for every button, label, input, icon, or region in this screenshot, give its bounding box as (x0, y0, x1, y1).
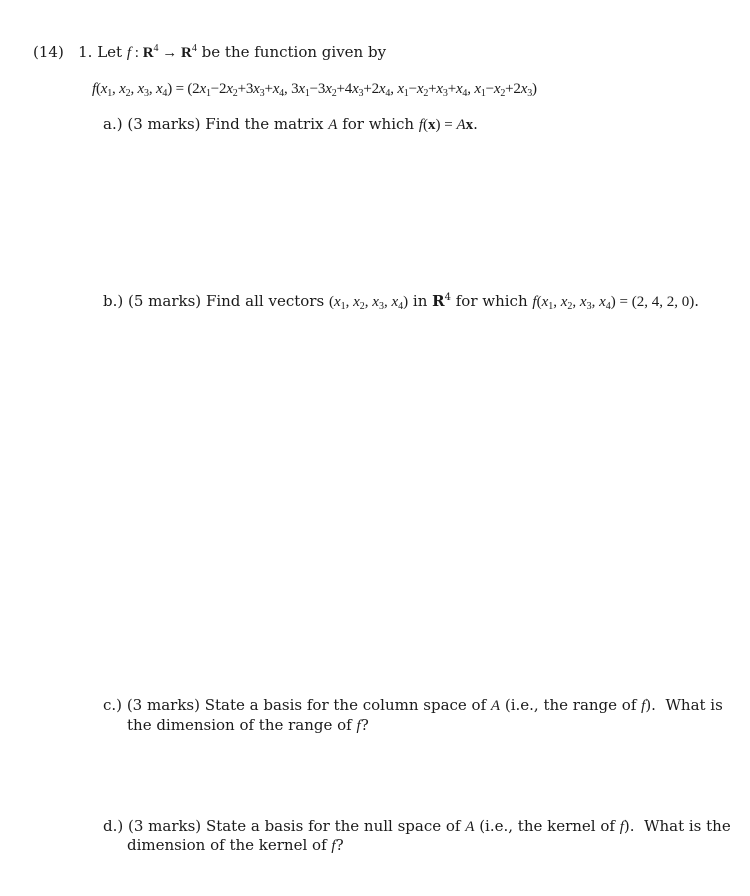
question-points: (14) (33, 43, 64, 61)
part-b (103, 291, 699, 312)
part-c-label: c.) (103, 696, 123, 714)
part-a (103, 114, 478, 135)
part-c-text-line1: State a basis for the column space of A (i.e., the range of f). What is (204, 696, 723, 714)
part-d-marks: (3 marks) (128, 817, 202, 835)
part-b-marks: (5 marks) (128, 292, 202, 310)
question-header (33, 42, 386, 63)
part-d-text-line1: State a basis for the null space of A (i.e., the kernel of f). What is the (205, 817, 731, 835)
intro-suffix: be the function given by (201, 43, 387, 61)
part-d (103, 816, 731, 837)
function-definition: $f(x_1$, $x_2$, $x_3$, $x_4) = (2x_1-2x_2+3x_3+x_4$, $3x_1-3x_2+4x_3+2x_4$, $x_1-x_2+x_3+x_4$, $x_1-x_2+2x_3$) (92, 81, 537, 99)
part-c (103, 695, 723, 716)
part-b-text: Find all vectors ($x_1$, $x_2$, $x_3$, $x_4$) in $R^4$ for which $f(x_1$, $x_2$, $x_3$, $x_4) = (2$, 4, 2, 0). (205, 292, 699, 312)
function-signature: f : $R^4 \to R^4$ (126, 43, 197, 61)
intro-prefix: Let (97, 43, 123, 61)
part-a-marks: (3 marks) (127, 115, 201, 133)
part-c-line2: the dimension of the range of f? (127, 716, 369, 734)
part-a-label: a.) (103, 115, 123, 133)
part-b-label: b.) (103, 292, 124, 310)
question-number: 1. (78, 43, 93, 61)
part-a-text: Find the matrix A for which f(x) = Ax. (205, 115, 478, 133)
part-c-marks: (3 marks) (126, 696, 200, 714)
part-d-line2: dimension of the kernel of f? (127, 836, 344, 854)
part-d-label: d.) (103, 817, 124, 835)
